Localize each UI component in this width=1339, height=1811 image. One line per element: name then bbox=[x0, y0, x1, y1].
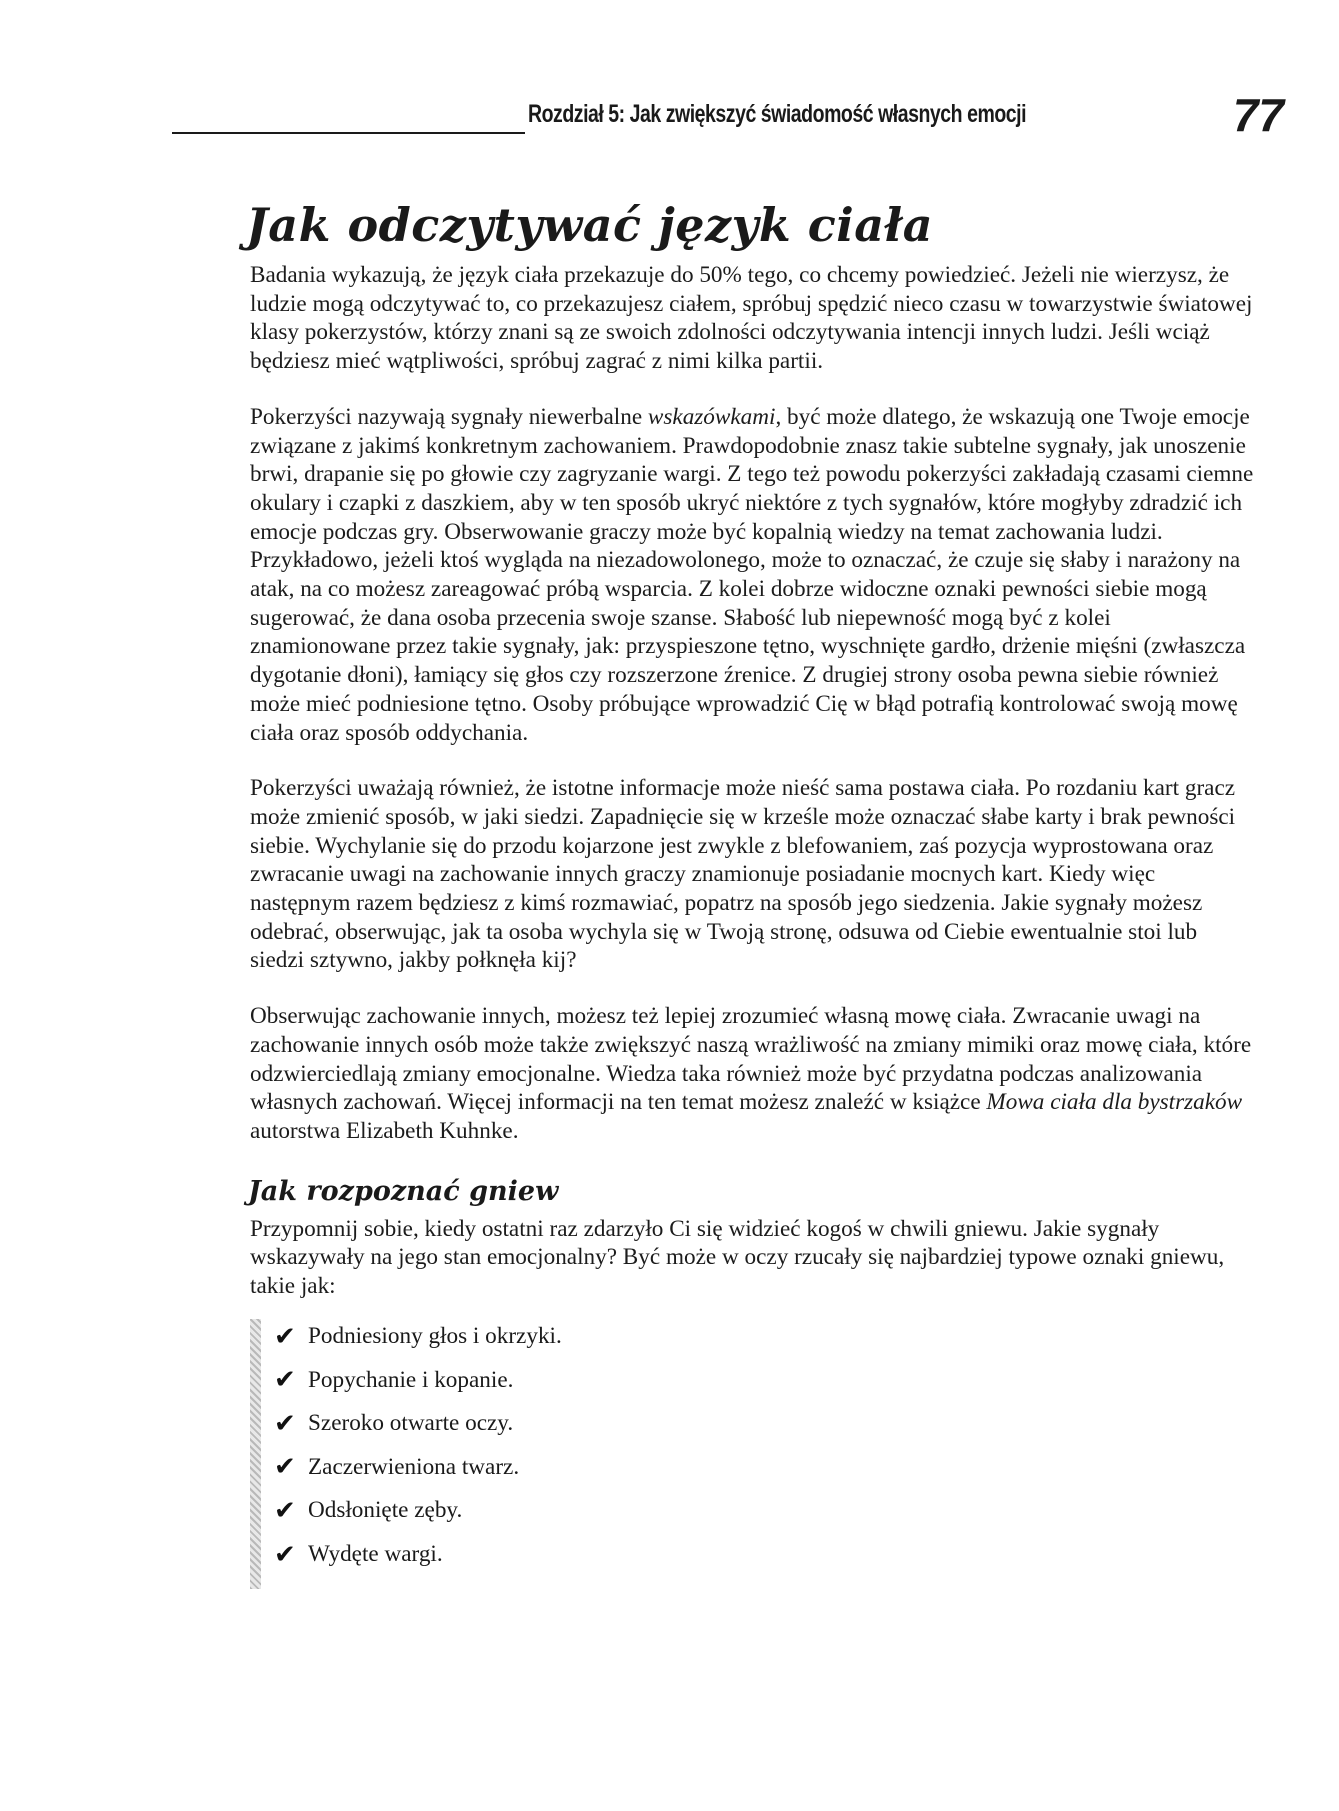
subsection-title: Jak rozpoznać gniew bbox=[248, 1175, 559, 1207]
list-item-text: Szeroko otwarte oczy. bbox=[308, 1410, 514, 1437]
check-icon: ✔ bbox=[274, 1539, 296, 1570]
paragraph-4 bbox=[250, 1002, 1255, 1146]
check-icon: ✔ bbox=[274, 1408, 296, 1439]
section-title: Jak odczytywać język ciała bbox=[246, 198, 934, 252]
chapter-title: Rozdział 5: Jak zwiększyć świadomość własnych emocji bbox=[528, 100, 1027, 128]
list-item-text: Odsłonięte zęby. bbox=[308, 1497, 463, 1524]
list-item bbox=[274, 1533, 1255, 1577]
list-item bbox=[274, 1358, 1255, 1402]
list-item bbox=[274, 1489, 1255, 1533]
paragraph-4-text-after: autorstwa Elizabeth Kuhnke. bbox=[250, 1117, 519, 1144]
check-icon: ✔ bbox=[274, 1321, 296, 1352]
list-side-bar bbox=[250, 1319, 261, 1589]
list-item-text: Zaczerwieniona twarz. bbox=[308, 1453, 520, 1480]
page-content bbox=[246, 195, 1255, 1576]
paragraph-2-emphasis: wskazówkami bbox=[647, 403, 776, 430]
paragraph-2-text-after: , być może dlatego, że wskazują one Twoje emocje związane z jakimś konkretnym zachowaniem. Prawdopodobnie znasz takie subtelne sygnały, jak unoszenie brwi, drapanie się po głowie czy zagryzanie wargi. Z tego też powodu pokerzyści zakładają czasami ciemne okulary i czapki z daszkiem, aby w ten sposób ukryć niektóre z tych sygnałów, które mogłyby zdradzić ich emocje podczas gry. Obserwowanie graczy może być kopalnią wiedzy na temat zachowania ludzi. Przykładowo, jeżeli ktoś wygląda na niezadowolonego, może to oznaczać, że czuje się słaby i narażony na atak, na co możesz zareagować próbą wsparcia. Z kolei dobrze widoczne oznaki pewności siebie mogą sugerować, że dana osoba przecenia swoje szanse. Słabość lub niepewność mogą być z kolei znamionowane przez takie sygnały, jak: przyspieszone tętno, wyschnięte gardło, drżenie mięśni (zwłaszcza dygotanie dłoni), łamiący się głos czy rozszerzone źrenice. Z drugiej strony osoba pewna siebie również może mieć podniesione tętno. Osoby próbujące wprowadzić Cię w błąd potrafią kontrolować swoją mowę ciała oraz sposób oddychania. bbox=[250, 403, 1254, 746]
header-rule bbox=[172, 132, 525, 134]
running-header bbox=[172, 89, 1284, 142]
paragraph-4-text-before: Obserwując zachowanie innych, możesz też lepiej zrozumieć własną mowę ciała. Zwracanie uwagi na zachowanie innych osób może także zwiększyć naszą wrażliwość na zmiany mimiki oraz mowę ciała, które odzwierciedlają zmiany emocjonalne. Wiedza taka również może być przydatna podczas analizowania własnych zachowań. Więcej informacji na ten temat możesz znaleźć w książce bbox=[250, 1003, 1252, 1116]
list-item bbox=[274, 1402, 1255, 1446]
list-item-text: Podniesiony głos i okrzyki. bbox=[308, 1323, 562, 1350]
anger-signs-list bbox=[250, 1315, 1255, 1577]
check-icon: ✔ bbox=[274, 1452, 296, 1483]
subsection-intro: Przypomnij sobie, kiedy ostatni raz zdarzyło Ci się widzieć kogoś w chwili gniewu. Jakie sygnały wskazywały na jego stan emocjonalny? Być może w oczy rzucały się najbardziej typowe oznaki gniewu, takie jak: bbox=[250, 1215, 1225, 1300]
paragraph-1: Badania wykazują, że język ciała przekazuje do 50% tego, co chcemy powiedzieć. Jeżeli nie wierzysz, że ludzie mogą odczytywać to, co przekazujesz ciałem, spróbuj spędzić nieco czasu w towarzystwie światowej klasy pokerzystów, którzy znani są ze swoich zdolności odczytywania intencji innych ludzi. Jeśli wciąż będziesz mieć wątpliwości, spróbuj zagrać z nimi kilka partii. bbox=[250, 262, 1253, 375]
page-number: 77 bbox=[1232, 89, 1284, 141]
book-title-emphasis: Mowa ciała dla bystrzaków bbox=[986, 1089, 1243, 1116]
paragraph-3: Pokerzyści uważają również, że istotne informacje może nieść sama postawa ciała. Po rozdaniu kart gracz może zmienić sposób, w jaki siedzi. Zapadnięcie się w krześle może oznaczać słabe karty i brak pewności siebie. Wychylanie się do przodu kojarzone jest zwykle z blefowaniem, zaś pozycja wyprostowana oraz zwracanie uwagi na zachowanie innych graczy znamionuje posiadanie mocnych kart. Kiedy więc następnym razem będziesz z kimś rozmawiać, popatrz na sposób jego siedzenia. Jakie sygnały możesz odebrać, obserwując, jak ta osoba wychyla się w Twoją stronę, odsuwa od Ciebie ewentualnie stoi lub siedzi sztywno, jakby połknęła kij? bbox=[250, 775, 1236, 974]
list-item bbox=[274, 1446, 1255, 1490]
list-item-text: Popychanie i kopanie. bbox=[308, 1366, 514, 1393]
check-icon: ✔ bbox=[274, 1365, 296, 1396]
check-icon: ✔ bbox=[274, 1495, 296, 1526]
list-item bbox=[274, 1315, 1255, 1359]
paragraph-2-text-before: Pokerzyści nazywają sygnały niewerbalne bbox=[250, 403, 648, 430]
paragraph-2 bbox=[250, 403, 1255, 747]
list-item-text: Wydęte wargi. bbox=[308, 1541, 443, 1568]
